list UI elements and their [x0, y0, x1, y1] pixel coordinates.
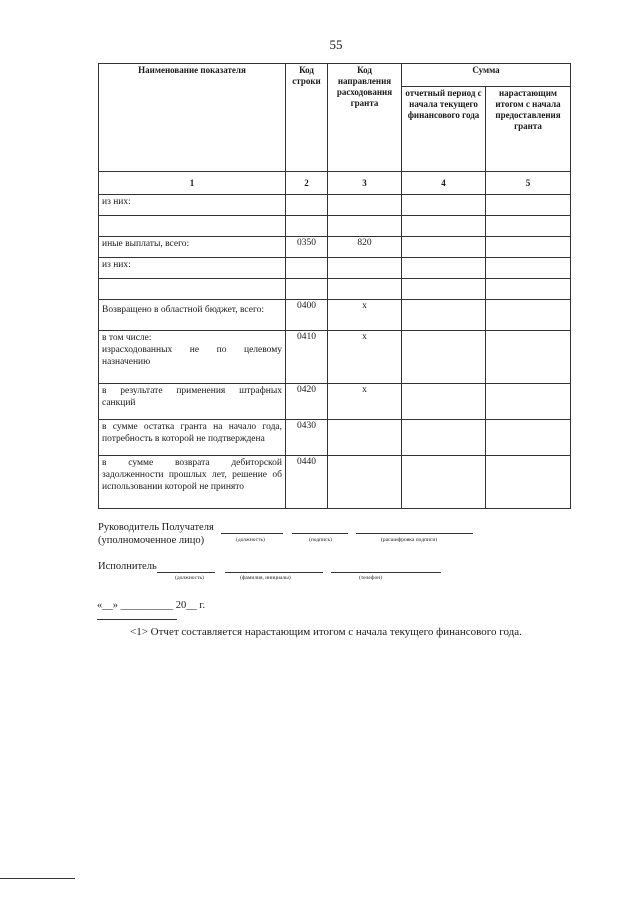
- executor-caption-position: (должность): [175, 575, 204, 581]
- row-period: [402, 384, 486, 420]
- row-cumulative: [486, 420, 571, 456]
- header-direction-code: Код направления расходования гранта: [328, 64, 402, 172]
- table-row: [99, 237, 571, 258]
- row-cumulative: [486, 258, 571, 279]
- column-number: 2: [286, 172, 328, 195]
- row-period: [402, 331, 486, 384]
- footnote: <1> Отчет составляется нарастающим итогом с начала текущего финансового года.: [130, 626, 522, 638]
- column-number: 3: [328, 172, 402, 195]
- row-direction: [328, 456, 402, 509]
- row-period: [402, 300, 486, 331]
- report-table: [98, 63, 571, 509]
- row-period: [402, 216, 486, 237]
- header-cumulative: нарастающим итогом с начала предоставления гранта: [486, 87, 571, 172]
- executor-caption-name: (фамилия, инициалы): [240, 575, 291, 581]
- row-code: 0410: [286, 331, 328, 384]
- row-label: в результате применения штрафных санкций: [99, 384, 286, 420]
- row-code: [286, 258, 328, 279]
- table-row: [99, 216, 571, 237]
- row-direction: [328, 216, 402, 237]
- row-cumulative: [486, 216, 571, 237]
- row-period: [402, 456, 486, 509]
- row-label: в сумме возврата дебиторской задолженности прошлых лет, решение об использовании которой не принято: [99, 456, 286, 509]
- table-row: [99, 279, 571, 300]
- date-line: «__» __________ 20__ г.: [97, 600, 206, 611]
- row-code: [286, 279, 328, 300]
- row-cumulative: [486, 237, 571, 258]
- head-decoding-line[interactable]: [356, 522, 473, 534]
- executor-label: Исполнитель: [98, 561, 157, 572]
- table-row: [99, 258, 571, 279]
- head-signature-line[interactable]: [292, 522, 348, 534]
- row-period: [402, 258, 486, 279]
- table-row: [99, 456, 571, 509]
- table-row: [99, 420, 571, 456]
- footnote-divider: [97, 619, 177, 620]
- row-direction: 820: [328, 237, 402, 258]
- row-direction: [328, 195, 402, 216]
- table-row: [99, 300, 571, 331]
- row-direction: x: [328, 331, 402, 384]
- column-number: 5: [486, 172, 571, 195]
- executor-name-line[interactable]: [225, 561, 323, 573]
- row-code: [286, 195, 328, 216]
- row-period: [402, 279, 486, 300]
- header-sum: Сумма: [402, 64, 571, 87]
- row-label: Возвращено в областной бюджет, всего:: [99, 300, 286, 331]
- column-number: 4: [402, 172, 486, 195]
- head-signature-block: [98, 521, 214, 547]
- row-code: 0420: [286, 384, 328, 420]
- executor-caption-phone: (телефон): [359, 575, 383, 581]
- row-period: [402, 420, 486, 456]
- header-line-code: Код строки: [286, 64, 328, 172]
- executor-phone-line[interactable]: [331, 561, 441, 573]
- header-period: отчетный период с начала текущего финансового года: [402, 87, 486, 172]
- head-caption-signature: (подпись): [309, 537, 332, 543]
- row-code: 0440: [286, 456, 328, 509]
- table-row: [99, 384, 571, 420]
- row-label: из них:: [99, 258, 286, 279]
- table-row: [99, 195, 571, 216]
- head-label-2: (уполномоченное лицо): [98, 535, 205, 546]
- page-number: 55: [329, 37, 343, 52]
- row-period: [402, 237, 486, 258]
- head-caption-position: (должность): [236, 537, 265, 543]
- row-label: в сумме остатка гранта на начало года, потребность в которой не подтверждена: [99, 420, 286, 456]
- row-direction: x: [328, 300, 402, 331]
- row-code: 0430: [286, 420, 328, 456]
- row-label: [99, 279, 286, 300]
- row-code: [286, 216, 328, 237]
- row-direction: x: [328, 384, 402, 420]
- row-period: [402, 195, 486, 216]
- header-name: Наименование показателя: [99, 64, 286, 172]
- row-cumulative: [486, 279, 571, 300]
- row-cumulative: [486, 331, 571, 384]
- table-row: [99, 331, 571, 384]
- column-numbers-row: [99, 172, 571, 195]
- row-cumulative: [486, 195, 571, 216]
- executor-position-line[interactable]: [157, 561, 215, 573]
- row-cumulative: [486, 300, 571, 331]
- column-number: 1: [99, 172, 286, 195]
- row-direction: [328, 258, 402, 279]
- bottom-divider: [0, 878, 75, 879]
- row-cumulative: [486, 456, 571, 509]
- row-label: [99, 216, 286, 237]
- head-label-1: Руководитель Получателя: [98, 522, 214, 533]
- row-code: 0350: [286, 237, 328, 258]
- head-position-line[interactable]: [221, 522, 283, 534]
- head-caption-decoding: (расшифровка подписи): [381, 537, 438, 543]
- row-label: иные выплаты, всего:: [99, 237, 286, 258]
- row-direction: [328, 279, 402, 300]
- row-label: из них:: [99, 195, 286, 216]
- row-label: в том числе: израсходованных не по целевому назначению: [99, 331, 286, 384]
- row-direction: [328, 420, 402, 456]
- row-code: 0400: [286, 300, 328, 331]
- row-cumulative: [486, 384, 571, 420]
